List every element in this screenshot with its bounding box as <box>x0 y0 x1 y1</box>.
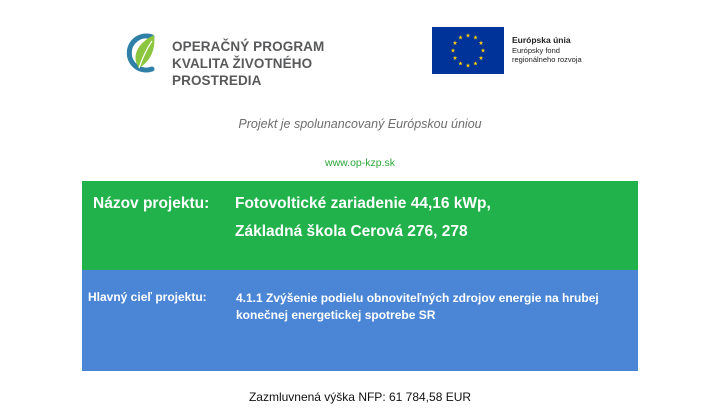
program-name <box>172 38 382 89</box>
website-link[interactable]: www.op-kzp.sk <box>324 157 396 169</box>
project-name-panel <box>82 181 638 270</box>
project-goal-text: 4.1.1 Zvýšenie podielu obnoviteľných zdrojov energie na hrubej konečnej energetickej spotrebe SR <box>236 291 599 322</box>
op-kzp-logo-icon <box>122 30 162 76</box>
nfp-amount: Zazmluvnená výška NFP: 61 784,58 EUR <box>248 390 472 404</box>
project-name-line-2: Základná škola Cerová 276, 278 <box>235 223 468 240</box>
eu-title: Európska únia <box>512 35 571 45</box>
eu-caption <box>512 35 582 64</box>
project-name-label: Názov projektu: <box>93 195 210 212</box>
project-goal-panel <box>82 270 638 371</box>
program-line-1: OPERAČNÝ PROGRAM <box>172 39 325 54</box>
op-kzp-logo <box>122 30 382 88</box>
eu-fund-line-2: regionálneho rozvoja <box>512 55 582 64</box>
project-goal-label: Hlavný cieľ projektu: <box>88 290 207 304</box>
cofinanced-statement: Projekt je spolunancovaný Európskou úniou <box>238 117 482 131</box>
project-name-line-1: Fotovoltické zariadenie 44,16 kWp, <box>235 195 491 212</box>
eu-flag-icon <box>432 27 504 74</box>
eu-fund-line-1: Európsky fond <box>512 46 560 55</box>
program-line-2: KVALITA ŽIVOTNÉHO PROSTREDIA <box>172 56 313 88</box>
